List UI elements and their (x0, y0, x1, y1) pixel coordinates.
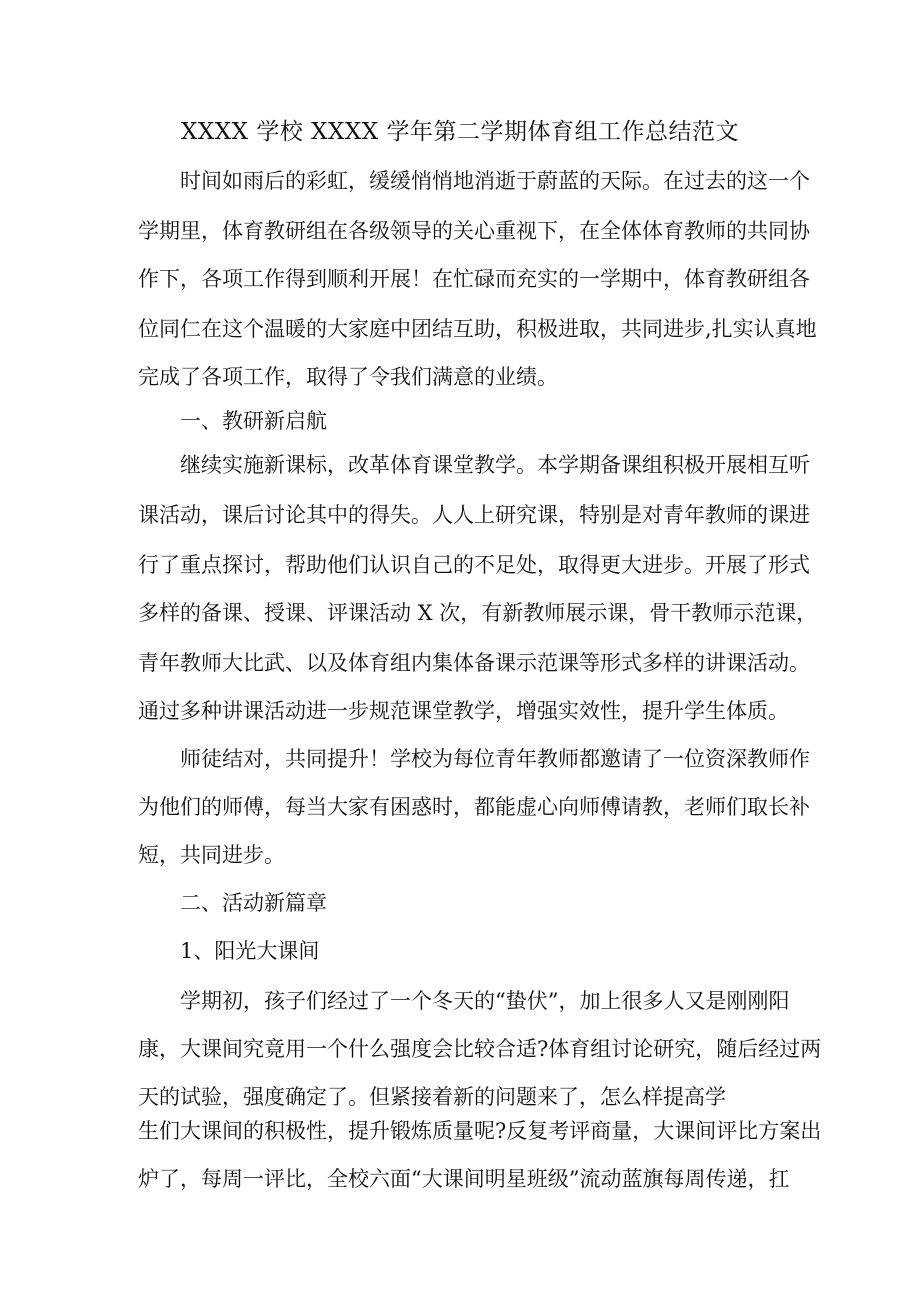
document-title: XXXX 学校 XXXX 学年第二学期体育组工作总结范文 (181, 119, 739, 145)
paragraph-line: 课活动，课后讨论其中的得失。人人上研究课，特别是对青年教师的课进 (138, 503, 810, 527)
paragraph-line: 炉了，每周一评比，全校六面“大课间明星班级”流动蓝旗每周传递，扛 (138, 1167, 790, 1191)
paragraph-line: 短，共同进步。 (138, 843, 285, 867)
paragraph-line: 为他们的师傅，每当大家有困惑时，都能虚心向师傅请教，老师们取长补 (138, 795, 810, 819)
subsection-heading: 1、阳光大课间 (180, 939, 320, 963)
paragraph-line: 康，大课间究竟用一个什么强度会比较合适?体育组讨论研究，随后经过两 (138, 1037, 822, 1061)
paragraph-line: 多样的备课、授课、评课活动 X 次，有新教师展示课，骨干教师示范课， (138, 601, 818, 625)
paragraph-line: 行了重点探讨，帮助他们认识自己的不足处，取得更大进步。开展了形式 (138, 553, 810, 577)
paragraph-line: 完成了各项工作，取得了令我们满意的业绩。 (138, 365, 558, 389)
paragraph-line: 天的试验，强度确定了。但紧接着新的问题来了，怎么样提高学 (138, 1085, 726, 1109)
paragraph-line: 青年教师大比武、以及体育组内集体备课示范课等形式多样的讲课活动。 (138, 651, 810, 675)
paragraph-line: 继续实施新课标，改革体育课堂教学。本学期备课组积极开展相互听 (180, 453, 810, 477)
section-heading: 一、教研新启航 (180, 409, 327, 433)
paragraph-line: 通过多种讲课活动进一步规范课堂教学，增强实效性，提升学生体质。 (138, 699, 789, 723)
paragraph-line: 时间如雨后的彩虹，缓缓悄悄地消逝于蔚蓝的天际。在过去的这一个 (180, 169, 810, 193)
paragraph-line: 师徒结对，共同提升！学校为每位青年教师都邀请了一位资深教师作 (180, 747, 810, 771)
paragraph-line: 生们大课间的积极性，提升锻炼质量呢?反复考评商量，大课间评比方案出 (138, 1119, 822, 1143)
paragraph-line: 位同仁在这个温暖的大家庭中团结互助，积极进取，共同进步,扎实认真地 (138, 317, 817, 341)
paragraph-line: 学期初，孩子们经过了一个冬天的“蛰伏”，加上很多人又是刚刚阳 (180, 989, 790, 1013)
paragraph-line: 学期里，体育教研组在各级领导的关心重视下，在全体体育教师的共同协 (138, 219, 810, 243)
paragraph-line: 作下，各项工作得到顺利开展！在忙碌而充实的一学期中，体育教研组各 (138, 267, 810, 291)
section-heading: 二、活动新篇章 (180, 891, 327, 915)
